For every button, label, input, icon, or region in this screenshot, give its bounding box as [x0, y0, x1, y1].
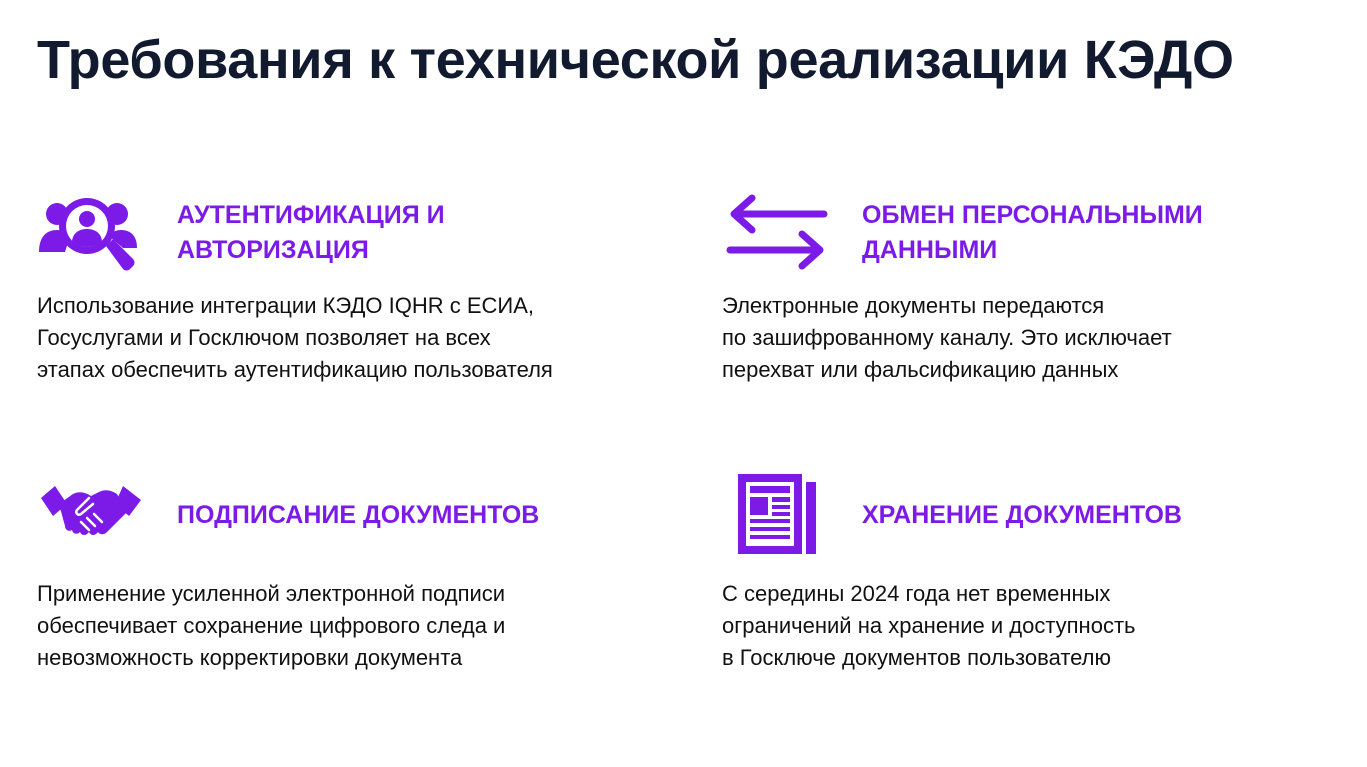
card-document-storage [722, 474, 1362, 714]
slide-title: Требования к технической реализации КЭДО [37, 30, 1234, 90]
card-authentication [37, 192, 677, 432]
card-data-exchange [722, 192, 1362, 432]
card-document-signing [37, 474, 677, 714]
card-heading: ПОДПИСАНИЕ ДОКУМЕНТОВ [177, 501, 540, 529]
handshake-icon [37, 474, 147, 556]
card-description: С середины 2024 года нет временных ограничений на хранение и доступность в Госключе документов пользователю [722, 581, 1136, 670]
card-heading: ОБМЕН ПЕРСОНАЛЬНЫМИ ДАННЫМИ [862, 201, 1203, 264]
exchange-arrows-icon [722, 192, 832, 274]
users-search-icon [37, 192, 147, 274]
card-description: Электронные документы передаются по зашифрованному каналу. Это исключает перехват или фальсификацию данных [722, 293, 1172, 382]
card-heading: АУТЕНТИФИКАЦИЯ И АВТОРИЗАЦИЯ [177, 201, 445, 264]
card-description: Применение усиленной электронной подписи обеспечивает сохранение цифрового следа и невозможность корректировки документа [37, 581, 506, 670]
document-icon [722, 474, 832, 556]
card-description: Использование интеграции КЭДО IQHR с ЕСИА, Госуслугами и Госключом позволяет на всех этапах обеспечить аутентификацию пользователя [37, 293, 553, 382]
card-heading: ХРАНЕНИЕ ДОКУМЕНТОВ [862, 501, 1182, 529]
